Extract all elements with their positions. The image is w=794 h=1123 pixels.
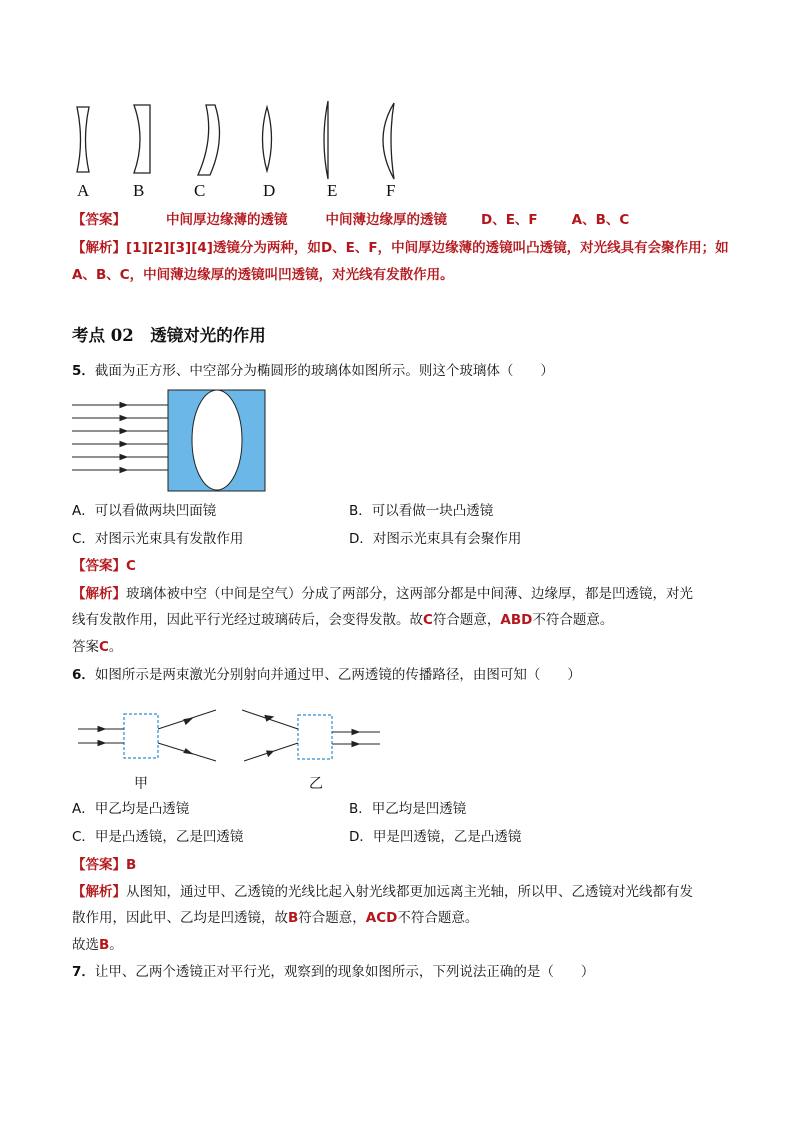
lens-label-d: D (263, 181, 276, 200)
q4-answer-part-4: A、B、C (571, 212, 630, 228)
q4-analysis-line-2: A、B、C，中间薄边缘厚的透镜叫凹透镜，对光线有发散作用。 (72, 267, 454, 283)
analysis-tag: 【解析】 (72, 240, 126, 256)
lens-yi-box (298, 715, 332, 759)
label-yi: 乙 (309, 776, 323, 792)
glass-block-figure (70, 388, 270, 494)
q6-option-d[interactable]: D．甲是凹透镜，乙是凸透镜 (349, 829, 522, 845)
lens-label-b: B (133, 181, 145, 200)
q6-conclusion: 故选B。 (72, 937, 123, 953)
q6-answer-value: B (126, 857, 137, 873)
q5-conclusion: 答案C。 (72, 639, 123, 655)
lens-c-meniscus-concave (198, 105, 219, 175)
q6-answer-line (72, 855, 136, 875)
q6-option-a[interactable]: A．甲乙均是凸透镜 (72, 801, 190, 817)
q6-analysis-line-2: 散作用，因此甲、乙均是凹透镜，故B符合题意，ACD不符合题意。 (72, 910, 479, 926)
analysis-tag: 【解析】 (72, 884, 126, 900)
answer-tag: 【答案】 (72, 857, 126, 873)
lens-shapes-figure (60, 95, 420, 185)
lens-e-planoconvex (324, 101, 328, 179)
q4-analysis-line-1: 【解析】[1][2][3][4]透镜分为两种，如D、E、F，中间厚边缘薄的透镜叫凸透镜，对光线具有会聚作用；如 (72, 240, 729, 256)
q6-option-c[interactable]: C．甲是凸透镜，乙是凹透镜 (72, 829, 244, 845)
two-lens-ray-figure (72, 700, 392, 770)
section-title: 考点 02 透镜对光的作用 (72, 326, 266, 345)
q6-analysis-line-1: 【解析】从图知，通过甲、乙透镜的光线比起入射光线都更加远离主光轴，所以甲、乙透镜对光线都有发 (72, 884, 693, 900)
lens-label-f: F (386, 181, 396, 200)
q4-answer-line (72, 210, 629, 230)
lens-jia-box (124, 714, 158, 758)
q5-analysis-line-1: 【解析】玻璃体被中空（中间是空气）分成了两部分，这两部分都是中间薄、边缘厚，都是凹透镜，对光 (72, 586, 693, 602)
q5-stem: 5．截面为正方形、中空部分为椭圆形的玻璃体如图所示。则这个玻璃体（ ） (72, 363, 554, 379)
lens-f-meniscus-convex (383, 103, 394, 179)
label-jia: 甲 (134, 776, 148, 792)
q5-answer-value: C (126, 558, 136, 574)
answer-tag: 【答案】 (72, 558, 126, 574)
lens-label-c: C (194, 181, 206, 200)
q7-stem: 7．让甲、乙两个透镜正对平行光，观察到的现象如图所示，下列说法正确的是（ ） (72, 964, 595, 980)
lens-d-biconvex (263, 107, 272, 171)
q6-option-b[interactable]: B．甲乙均是凹透镜 (349, 801, 467, 817)
q5-option-a[interactable]: A．可以看做两块凹面镜 (72, 503, 217, 519)
hollow-ellipse (192, 390, 242, 490)
q4-answer-part-1: 中间厚边缘薄的透镜 (166, 212, 288, 228)
answer-tag: 【答案】 (72, 212, 126, 228)
lens-label-e: E (327, 181, 338, 200)
q5-option-c[interactable]: C．对图示光束具有发散作用 (72, 531, 244, 547)
lens-b-planoconcave (134, 105, 150, 173)
lens-label-a: A (77, 181, 90, 200)
q4-answer-part-3: D、E、F (481, 212, 538, 228)
analysis-tag: 【解析】 (72, 586, 126, 602)
q5-answer-line (72, 556, 136, 576)
q4-answer-part-2: 中间薄边缘厚的透镜 (325, 212, 447, 228)
q5-analysis-line-2: 线有发散作用，因此平行光经过玻璃砖后，会变得发散。故C符合题意，ABD不符合题意。 (72, 612, 614, 628)
lens-a-biconcave (77, 107, 89, 172)
q5-option-d[interactable]: D．对图示光束具有会聚作用 (349, 531, 522, 547)
q5-option-b[interactable]: B．可以看做一块凸透镜 (349, 503, 494, 519)
q6-stem: 6．如图所示是两束激光分别射向并通过甲、乙两透镜的传播路径，由图可知（ ） (72, 667, 581, 683)
